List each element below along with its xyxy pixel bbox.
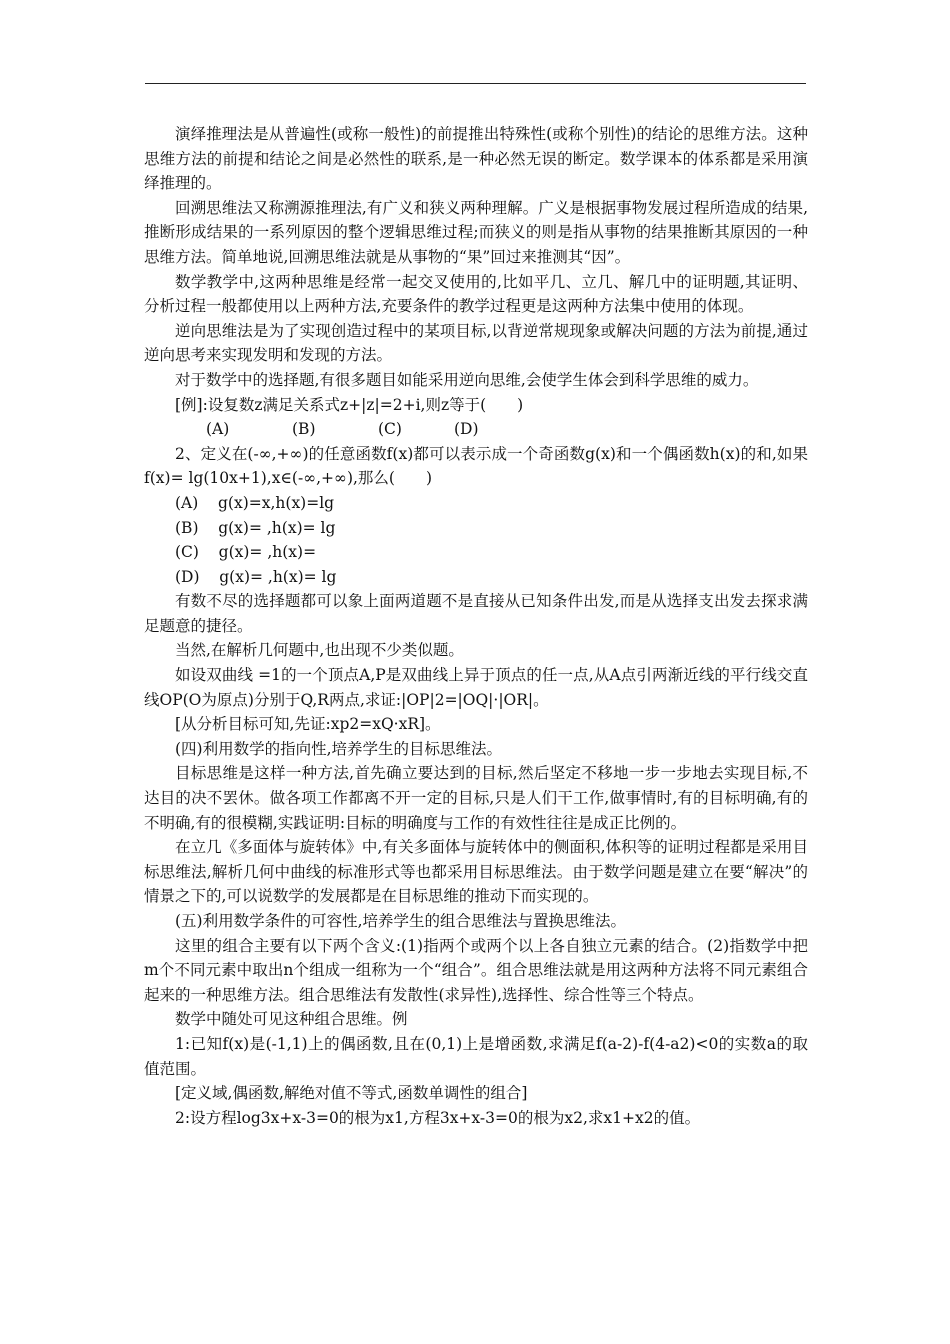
body-text [144,122,808,1130]
example-2-option-d: (D) g(x)= ,h(x)= lg [175,567,337,586]
option-c: (C) [378,420,402,439]
header-rule [145,83,806,84]
paragraph-analytic-geometry: 当然,在解析几何题中,也出现不少类似题。 [175,641,464,660]
paragraph-reverse-thinking: 逆向思维法是为了实现创造过程中的某项目标,以背逆常规现象或解决问题的方法为前提,通过逆向思考来实现发明和发现的方法。 [144,321,808,365]
example-even-function: 1:已知f(x)是(-1,1)上的偶函数,且在(0,1)上是增函数,求满足f(a-2)-f(4-a2)<0的实数a的取值范围。 [144,1034,808,1078]
section-heading-goal-thinking: (四)利用数学的指向性,培养学生的目标思维法。 [175,739,503,758]
example-2-option-c: (C) g(x)= ,h(x)= [175,543,317,562]
paragraph-retrospective: 回溯思维法又称溯源推理法,有广义和狭义两种理解。广义是根据事物发展过程所造成的结果,推断形成结果的一系列原因的整个逻辑思维过程;而狭义的则是指从事物的结果推断其原因的一种思维方法。简单地说,回溯思维法就是从事物的“果”回过来推测其“因”。 [144,198,808,266]
example-log-equation: 2:设方程log3x+x-3=0的根为x1,方程3x+x-3=0的根为x2,求x1+x2的值。 [175,1108,701,1127]
example-2-option-a: (A) g(x)=x,h(x)=lg [175,493,335,512]
paragraph-goal-thinking: 目标思维是这样一种方法,首先确立要达到的目标,然后坚定不移地一步一步地去实现目标,不达目的决不罢休。做各项工作都离不开一定的目标,只是人们干工作,做事情时,有的目标明确,有的不明确,有的很模糊,实践证明:目标的明确度与工作的有效性往往是成正比例的。 [144,764,808,832]
example-2-question: 2、定义在(-∞,+∞)的任意函数f(x)都可以表示成一个奇函数g(x)和一个偶函数h(x)的和,如果f(x)= lg(10x+1),x∈(-∞,+∞),那么( ) [144,444,808,488]
example-2-option-b: (B) g(x)= ,h(x)= lg [175,518,336,537]
hyperbola-hint: [从分析目标可知,先证:xp2=xQ·xR]。 [175,715,441,734]
example-hyperbola: 如设双曲线 =1的一个顶点A,P是双曲线上异于顶点的任一点,从A点引两渐近线的平行线交直线OP(O为原点)分别于Q,R两点,求证:|OP|2=|OQ|·|OR|。 [144,666,808,709]
even-function-hint: [定义域,偶函数,解绝对值不等式,函数单调性的组合] [175,1084,528,1103]
paragraph-combination: 这里的组合主要有以下两个含义:(1)指两个或两个以上各自独立元素的结合。(2)指数学中把m个不同元素中取出n个组成一组称为一个“组合”。组合思维法就是用这两种方法将不同元素组合起来的一种思维方法。组合思维法有发散性(求异性),选择性、综合性等三个特点。 [144,936,808,1004]
example-options [144,417,808,442]
option-d: (D) [454,420,479,439]
paragraph-teaching: 数学教学中,这两种思维是经常一起交叉使用的,比如平几、立几、解几中的证明题,其证明、分析过程一般都使用以上两种方法,充要条件的教学过程更是这两种方法集中使用的体现。 [144,272,808,316]
option-b: (B) [292,420,316,439]
option-a: (A) [206,420,230,439]
paragraph-countless-choices: 有数不尽的选择题都可以象上面两道题不是直接从已知条件出发,而是从选择支出发去探求满足题意的捷径。 [144,592,808,635]
paragraph-deductive: 演绎推理法是从普遍性(或称一般性)的前提推出特殊性(或称个别性)的结论的思维方法。这种思维方法的前提和结论之间是必然性的联系,是一种必然无误的断定。数学课本的体系都是采用演绎推理的。 [144,125,808,193]
paragraph-choice-questions: 对于数学中的选择题,有很多题目如能采用逆向思维,会使学生体会到科学思维的威力。 [175,370,759,389]
section-heading-combination-thinking: (五)利用数学条件的可容性,培养学生的组合思维法与置换思维法。 [175,912,627,930]
paragraph-example-intro: 数学中随处可见这种组合思维。例 [175,1010,408,1029]
example-complex-number: [例]:设复数z满足关系式z+|z|=2+i,则z等于( ) [175,395,524,414]
paragraph-solid-geometry: 在立几《多面体与旋转体》中,有关多面体与旋转体中的侧面积,体积等的证明过程都是采用目标思维法,解析几何中曲线的标准形式等也都采用目标思维法。由于数学问题是建立在要“解决”的情景之下的,可以说数学的发展都是在目标思维的推动下而实现的。 [144,838,808,906]
